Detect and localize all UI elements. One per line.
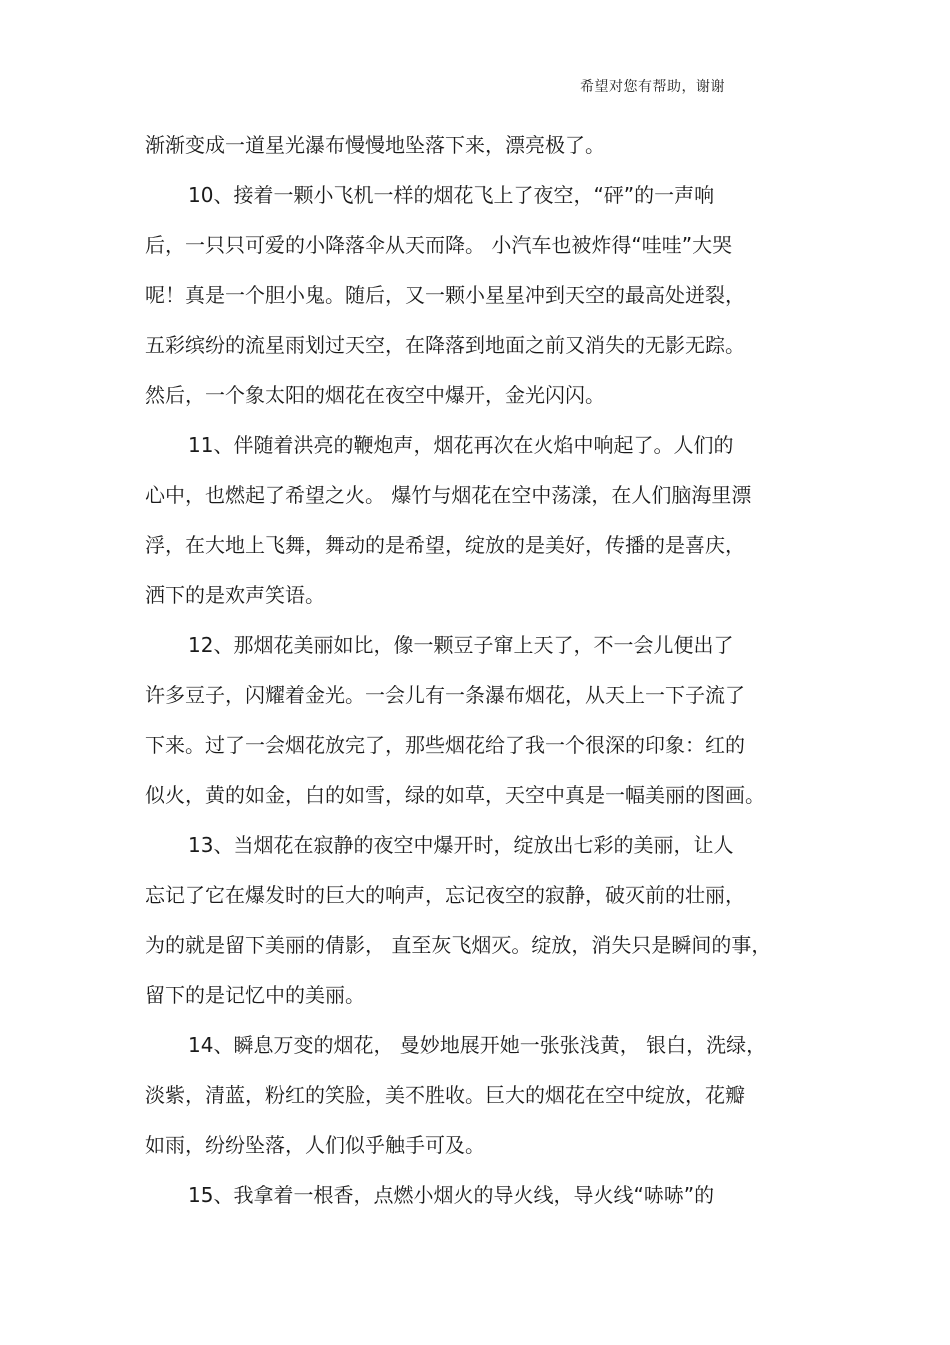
- text-line: 洒下的是欢声笑语。: [145, 583, 325, 607]
- text-line: 呢！真是一个胆小鬼。随后，又一颗小星星冲到天空的最高处迸裂，: [145, 283, 745, 307]
- paragraph-start-line: 10、接着一颗小飞机一样的烟花飞上了夜空，“砰”的一声响: [188, 183, 715, 207]
- text-line: 渐渐变成一道星光瀑布慢慢地坠落下来，漂亮极了。: [145, 133, 605, 157]
- paragraph-start-line: 12、那烟花美丽如比，像一颗豆子窜上天了，不一会儿便出了: [188, 633, 734, 657]
- text-line: 浮，在大地上飞舞，舞动的是希望，绽放的是美好，传播的是喜庆，: [145, 533, 745, 557]
- paragraph-start-line: 15、我拿着一根香，点燃小烟火的导火线，导火线“哧哧”的: [188, 1183, 715, 1207]
- text-line: 然后，一个象太阳的烟花在夜空中爆开，金光闪闪。: [145, 383, 605, 407]
- paragraph-start-line: 11、伴随着洪亮的鞭炮声，烟花再次在火焰中响起了。人们的: [188, 433, 734, 457]
- text-line: 后，一只只可爱的小降落伞从天而降。 小汽车也被炸得“哇哇”大哭: [145, 233, 733, 257]
- paragraph-start-line: 13、当烟花在寂静的夜空中爆开时，绽放出七彩的美丽，让人: [188, 833, 734, 857]
- page-header: 希望对您有帮助，谢谢: [580, 79, 725, 95]
- text-line: 心中，也燃起了希望之火。 爆竹与烟花在空中荡漾，在人们脑海里漂: [145, 483, 752, 507]
- text-line: 留下的是记忆中的美丽。: [145, 983, 365, 1007]
- paragraph-start-line: 14、瞬息万变的烟花， 曼妙地展开她一张张浅黄， 银白，洗绿，: [188, 1033, 767, 1057]
- text-line: 忘记了它在爆发时的巨大的响声，忘记夜空的寂静，破灭前的壮丽，: [145, 883, 745, 907]
- text-line: 五彩缤纷的流星雨划过天空，在降落到地面之前又消失的无影无踪。: [145, 333, 745, 357]
- text-line: 似火，黄的如金，白的如雪，绿的如草，天空中真是一幅美丽的图画。: [145, 783, 765, 807]
- text-line: 如雨，纷纷坠落，人们似乎触手可及。: [145, 1133, 485, 1157]
- text-line: 许多豆子，闪耀着金光。一会儿有一条瀑布烟花，从天上一下子流了: [145, 683, 745, 707]
- text-line: 下来。过了一会烟花放完了，那些烟花给了我一个很深的印象：红的: [145, 733, 745, 757]
- text-line: 淡紫，清蓝，粉红的笑脸，美不胜收。巨大的烟花在空中绽放，花瓣: [145, 1083, 745, 1107]
- text-line: 为的就是留下美丽的倩影， 直至灰飞烟灭。绽放，消失只是瞬间的事，: [145, 933, 772, 957]
